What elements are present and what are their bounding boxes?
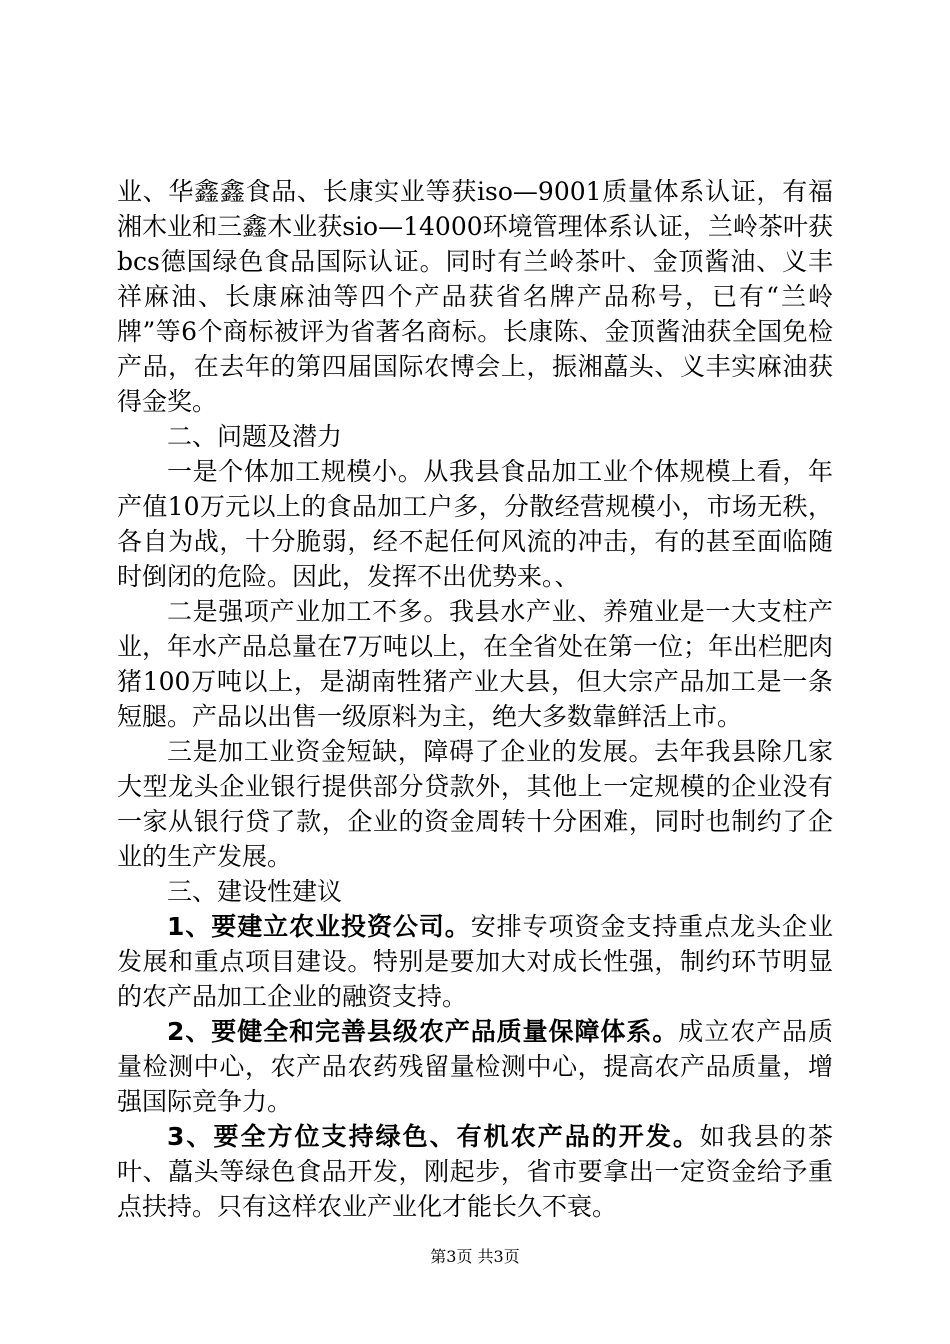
paragraph-suggestion-1 xyxy=(117,909,833,1014)
page-number-footer: 第3页 共3页 xyxy=(430,1247,520,1266)
section-heading-suggestions: 三、建设性建议 xyxy=(167,877,343,906)
document-body xyxy=(117,174,833,1224)
suggestion-2-lead: 2、要健全和完善县级农产品质量保障体系。 xyxy=(167,1017,679,1046)
paragraph-suggestion-2 xyxy=(117,1014,833,1119)
paragraph-problem-3: 三是加工业资金短缺，障碍了企业的发展。去年我县除几家大型龙头企业银行提供部分贷款外，其他上一定规模的企业没有一家从银行贷了款，企业的资金周转十分困难，同时也制约了企业的生产发展。 xyxy=(117,737,833,871)
suggestion-1-text: 安排专项资金支持重点龙头企业发展和重点项目建设。特别是要加大对成长性强，制约环节明显的农产品加工企业的融资支持。 xyxy=(117,912,833,1011)
section-heading-problems: 二、问题及潜力 xyxy=(167,422,343,451)
paragraph-problem-1: 一是个体加工规模小。从我县食品加工业个体规模上看，年产值10万元以上的食品加工户多，分散经营规模小，市场无秩，各自为战，十分脆弱，经不起任何风流的冲击，有的甚至面临随时倒闭的危险。因此，发挥不出优势来。、 xyxy=(117,457,833,591)
paragraph-problem-2: 二是强项产业加工不多。我县水产业、养殖业是一大支柱产业，年水产品总量在7万吨以上，在全省处在第一位；年出栏肥肉猪100万吨以上，是湖南牲猪产业大县，但大宗产品加工是一条短腿。产品以出售一级原料为主，绝大多数靠鲜活上市。 xyxy=(117,597,833,731)
paragraph-certifications: 业、华鑫鑫食品、长康实业等获iso—9001质量体系认证，有福湘木业和三鑫木业获sio—14000环境管理体系认证，兰岭茶叶获bcs德国绿色食品国际认证。同时有兰岭茶叶、金顶酱油、义丰祥麻油、长康麻油等四个产品获省名牌产品称号，已有“兰岭牌”等6个商标被评为省著名商标。长康陈、金顶酱油获全国免检产品，在去年的第四届国际农博会上，振湘藠头、义丰实麻油获得金奖。 xyxy=(117,177,833,416)
suggestion-1-lead: 1、要建立农业投资公司。 xyxy=(167,912,471,941)
suggestion-3-text: 如我县的茶叶、藠头等绿色食品开发，刚起步，省市要拿出一定资金给予重点扶持。只有这样农业产业化才能长久不衰。 xyxy=(117,1122,833,1221)
suggestion-3-lead: 3、要全方位支持绿色、有机农产品的开发。 xyxy=(167,1122,700,1151)
paragraph-suggestion-3 xyxy=(117,1119,833,1224)
suggestion-2-text: 成立农产品质量检测中心，农产品农药残留量检测中心，提高农产品质量，增强国际竞争力。 xyxy=(117,1017,833,1116)
